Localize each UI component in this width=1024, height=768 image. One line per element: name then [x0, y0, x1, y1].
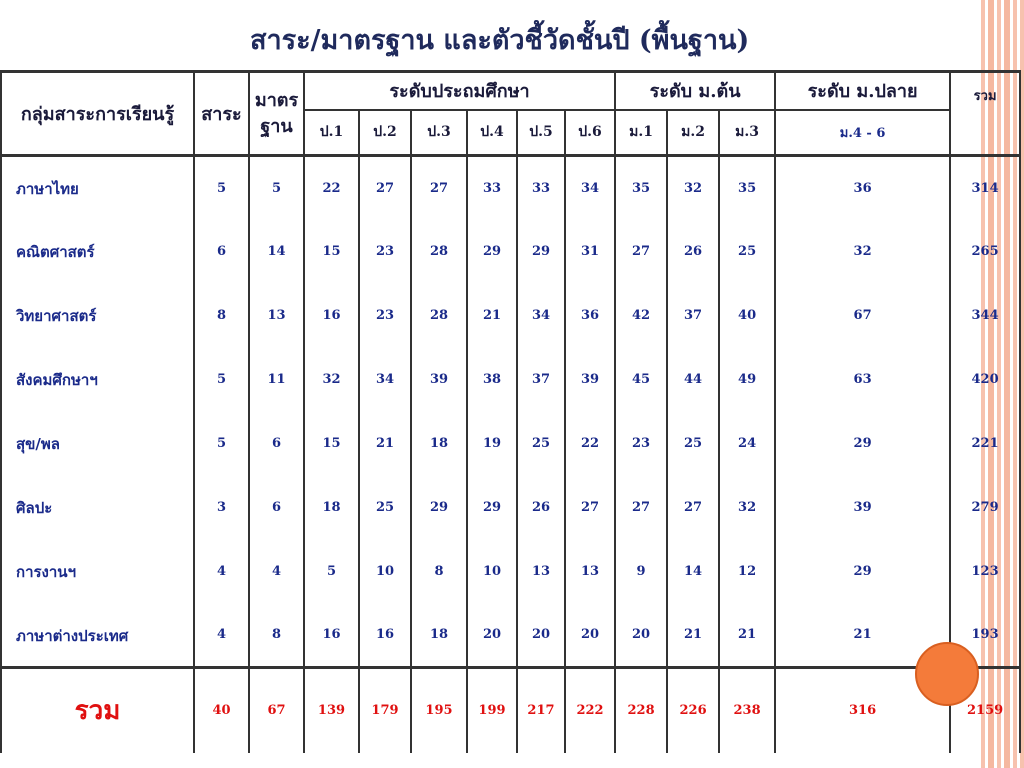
header-level: ป.6 [565, 110, 615, 156]
indicator-count: 25 [719, 220, 775, 284]
indicator-count: 20 [615, 604, 667, 668]
level-total: 217 [517, 668, 565, 753]
indicator-count: 25 [359, 476, 411, 540]
sara-count: 5 [194, 348, 249, 412]
row-total: 344 [950, 284, 1020, 348]
header-matrathan: มาตร ฐาน [249, 72, 304, 156]
subject-name: สังคมศึกษาฯ [1, 348, 194, 412]
indicator-count: 22 [304, 156, 359, 220]
indicator-count: 36 [775, 156, 950, 220]
standard-count: 14 [249, 220, 304, 284]
indicator-count: 23 [615, 412, 667, 476]
sara-count: 5 [194, 156, 249, 220]
row-total: 193 [950, 604, 1020, 668]
indicator-count: 27 [615, 476, 667, 540]
indicator-count: 49 [719, 348, 775, 412]
indicator-count: 28 [411, 284, 467, 348]
header-level: ม.4 - 6 [775, 110, 950, 156]
indicator-count: 9 [615, 540, 667, 604]
indicator-count: 13 [565, 540, 615, 604]
indicator-count: 26 [517, 476, 565, 540]
sara-count: 8 [194, 284, 249, 348]
level-total: 238 [719, 668, 775, 753]
header-level: ป.4 [467, 110, 517, 156]
indicator-count: 34 [565, 156, 615, 220]
indicator-count: 39 [411, 348, 467, 412]
standard-count: 6 [249, 412, 304, 476]
grand-total: 2159 [950, 668, 1020, 753]
sara-count: 3 [194, 476, 249, 540]
indicator-count: 21 [467, 284, 517, 348]
indicator-count: 12 [719, 540, 775, 604]
level-total: 222 [565, 668, 615, 753]
standard-count: 6 [249, 476, 304, 540]
indicator-count: 19 [467, 412, 517, 476]
header-row-1 [1, 72, 1020, 110]
table-row [1, 348, 1020, 412]
sara-total: 40 [194, 668, 249, 753]
level-total: 199 [467, 668, 517, 753]
header-level: ม.2 [667, 110, 719, 156]
header-total: รวม [950, 72, 1020, 156]
indicator-count: 27 [411, 156, 467, 220]
level-total: 195 [411, 668, 467, 753]
indicator-count: 31 [565, 220, 615, 284]
indicator-count: 29 [411, 476, 467, 540]
level-total: 228 [615, 668, 667, 753]
indicator-count: 29 [775, 540, 950, 604]
indicator-count: 39 [775, 476, 950, 540]
indicator-count: 45 [615, 348, 667, 412]
indicator-count: 27 [615, 220, 667, 284]
indicator-count: 24 [719, 412, 775, 476]
header-primary: ระดับประถมศึกษา [304, 72, 615, 110]
indicator-count: 32 [775, 220, 950, 284]
indicator-count: 33 [467, 156, 517, 220]
header-level: ป.3 [411, 110, 467, 156]
standard-count: 11 [249, 348, 304, 412]
indicator-count: 18 [304, 476, 359, 540]
indicator-count: 8 [411, 540, 467, 604]
indicator-count: 42 [615, 284, 667, 348]
indicator-count: 39 [565, 348, 615, 412]
indicator-count: 20 [467, 604, 517, 668]
indicator-count: 22 [565, 412, 615, 476]
subject-name: คณิตศาสตร์ [1, 220, 194, 284]
indicator-count: 5 [304, 540, 359, 604]
indicator-count: 29 [775, 412, 950, 476]
indicator-count: 37 [667, 284, 719, 348]
header-sara: สาระ [194, 72, 249, 156]
indicator-count: 23 [359, 220, 411, 284]
row-total: 265 [950, 220, 1020, 284]
level-total: 316 [775, 668, 950, 753]
level-total: 226 [667, 668, 719, 753]
indicator-count: 32 [719, 476, 775, 540]
indicator-count: 16 [359, 604, 411, 668]
row-total: 279 [950, 476, 1020, 540]
indicator-count: 27 [667, 476, 719, 540]
table-row [1, 540, 1020, 604]
standards-table [0, 70, 1021, 753]
row-total: 314 [950, 156, 1020, 220]
indicator-count: 33 [517, 156, 565, 220]
decorative-orange-dot [915, 642, 979, 706]
header-level: ป.2 [359, 110, 411, 156]
subject-name: ภาษาต่างประเทศ [1, 604, 194, 668]
header-upper-secondary: ระดับ ม.ปลาย [775, 72, 950, 110]
table-row [1, 604, 1020, 668]
indicator-count: 18 [411, 604, 467, 668]
indicator-count: 38 [467, 348, 517, 412]
indicator-count: 10 [467, 540, 517, 604]
level-total: 179 [359, 668, 411, 753]
standard-count: 8 [249, 604, 304, 668]
indicator-count: 37 [517, 348, 565, 412]
indicator-count: 23 [359, 284, 411, 348]
row-total: 123 [950, 540, 1020, 604]
indicator-count: 28 [411, 220, 467, 284]
indicator-count: 67 [775, 284, 950, 348]
row-total: 221 [950, 412, 1020, 476]
indicator-count: 20 [565, 604, 615, 668]
indicator-count: 16 [304, 604, 359, 668]
sara-count: 4 [194, 540, 249, 604]
indicator-count: 35 [615, 156, 667, 220]
table-row [1, 412, 1020, 476]
header-level: ม.3 [719, 110, 775, 156]
indicator-count: 63 [775, 348, 950, 412]
subject-name: สุข/พล [1, 412, 194, 476]
table-row [1, 284, 1020, 348]
page-title: สาระ/มาตรฐาน และตัวชี้วัดชั้นปี (พื้นฐาน) [250, 25, 750, 56]
indicator-count: 25 [667, 412, 719, 476]
header-level: ม.1 [615, 110, 667, 156]
indicator-count: 44 [667, 348, 719, 412]
table-row [1, 156, 1020, 220]
indicator-count: 21 [719, 604, 775, 668]
subject-name: ศิลปะ [1, 476, 194, 540]
indicator-count: 29 [467, 220, 517, 284]
indicator-count: 40 [719, 284, 775, 348]
header-level: ป.5 [517, 110, 565, 156]
indicator-count: 29 [517, 220, 565, 284]
indicator-count: 27 [359, 156, 411, 220]
table-row [1, 476, 1020, 540]
indicator-count: 35 [719, 156, 775, 220]
table-row [1, 220, 1020, 284]
indicator-count: 15 [304, 220, 359, 284]
indicator-count: 21 [359, 412, 411, 476]
standard-count: 5 [249, 156, 304, 220]
indicator-count: 21 [775, 604, 950, 668]
sara-count: 5 [194, 412, 249, 476]
indicator-count: 27 [565, 476, 615, 540]
indicator-count: 10 [359, 540, 411, 604]
indicator-count: 29 [467, 476, 517, 540]
indicator-count: 18 [411, 412, 467, 476]
standard-count: 13 [249, 284, 304, 348]
indicator-count: 25 [517, 412, 565, 476]
row-total: 420 [950, 348, 1020, 412]
header-level: ป.1 [304, 110, 359, 156]
indicator-count: 13 [517, 540, 565, 604]
subject-name: วิทยาศาสตร์ [1, 284, 194, 348]
indicator-count: 36 [565, 284, 615, 348]
indicator-count: 21 [667, 604, 719, 668]
indicator-count: 16 [304, 284, 359, 348]
indicator-count: 15 [304, 412, 359, 476]
header-group: กลุ่มสาระการเรียนรู้ [1, 72, 194, 156]
totals-row [1, 668, 1020, 753]
level-total: 139 [304, 668, 359, 753]
indicator-count: 26 [667, 220, 719, 284]
standard-total: 67 [249, 668, 304, 753]
subject-name: ภาษาไทย [1, 156, 194, 220]
indicator-count: 34 [359, 348, 411, 412]
indicator-count: 34 [517, 284, 565, 348]
sara-count: 6 [194, 220, 249, 284]
sara-count: 4 [194, 604, 249, 668]
subject-name: การงานฯ [1, 540, 194, 604]
standard-count: 4 [249, 540, 304, 604]
indicator-count: 14 [667, 540, 719, 604]
indicator-count: 20 [517, 604, 565, 668]
totals-label: รวม [1, 668, 194, 753]
indicator-count: 32 [667, 156, 719, 220]
header-lower-secondary: ระดับ ม.ต้น [615, 72, 775, 110]
indicator-count: 32 [304, 348, 359, 412]
